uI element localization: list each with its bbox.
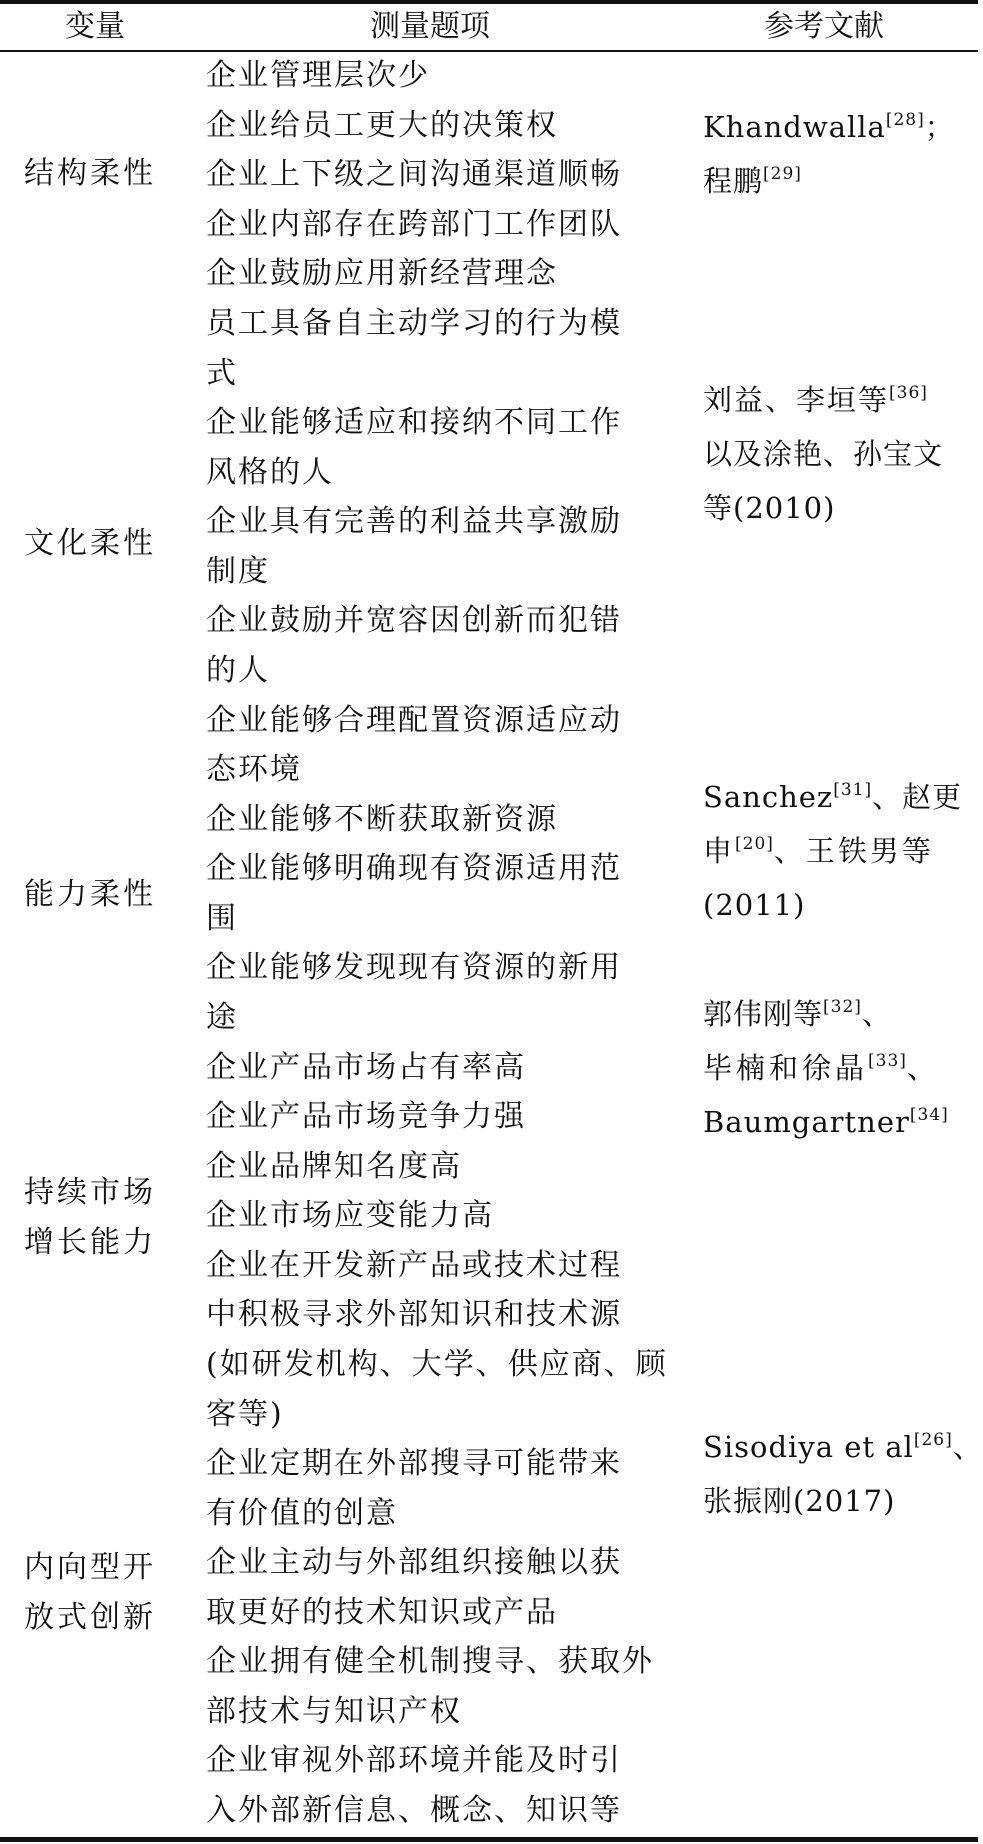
item-line: 部技术与知识产权 <box>206 1694 462 1729</box>
item-line: 企业主动与外部组织接触以获 <box>206 1545 622 1580</box>
reference-line: 张振刚(2017) <box>703 1484 896 1518</box>
item-line: 企业在开发新产品或技术过程 <box>206 1248 622 1283</box>
item-line: 企业具有完善的利益共享激励 <box>206 504 622 539</box>
item-line: 态环境 <box>206 752 302 787</box>
reference-sustained-market-growth <box>703 987 973 1149</box>
variable-capability-flexibility: 能力柔性 <box>24 877 156 912</box>
item-line: 企业市场应变能力高 <box>206 1198 494 1233</box>
reference-line: 刘益、李垣等[36] <box>703 383 928 417</box>
variable-cultural-flexibility: 文化柔性 <box>24 526 156 561</box>
item-line: 企业鼓励并宽容因创新而犯错 <box>206 603 622 638</box>
header-measurement-item: 测量题项 <box>370 9 490 44</box>
item-line: (如研发机构、大学、供应商、顾 <box>206 1347 668 1382</box>
reference-line: Sisodiya et al[26]、 <box>703 1430 983 1464</box>
item-line: 风格的人 <box>206 455 334 490</box>
reference-line: 程鹏[29] <box>703 164 802 198</box>
item-line: 围 <box>206 901 238 936</box>
item-line: 式 <box>206 356 238 391</box>
reference-line: 申[20]、王铁男等 <box>703 834 934 868</box>
item-line: 企业给员工更大的决策权 <box>206 108 558 143</box>
item-line: 取更好的技术知识或产品 <box>206 1595 558 1630</box>
item-line: 企业产品市场竞争力强 <box>206 1099 526 1134</box>
item-line: 入外部新信息、概念、知识等 <box>206 1793 622 1828</box>
item-line: 企业鼓励应用新经营理念 <box>206 256 558 291</box>
item-line: 制度 <box>206 554 270 589</box>
item-line: 企业管理层次少 <box>206 58 430 93</box>
item-line: 员工具备自主动学习的行为模 <box>206 306 622 341</box>
item-line: 客等) <box>206 1397 284 1432</box>
reference-line: Baumgartner[34] <box>703 1105 949 1139</box>
item-line: 中积极寻求外部知识和技术源 <box>206 1297 622 1332</box>
item-line: 企业能够发现现有资源的新用 <box>206 950 622 985</box>
reference-capability-flexibility <box>703 770 973 932</box>
item-line: 企业定期在外部搜寻可能带来 <box>206 1446 622 1481</box>
item-line: 企业能够适应和接纳不同工作 <box>206 405 622 440</box>
reference-line: Khandwalla[28]； <box>703 110 955 144</box>
table-bottom-rule <box>0 1837 978 1842</box>
item-line: 企业能够明确现有资源适用范 <box>206 851 622 886</box>
item-line: 企业产品市场占有率高 <box>206 1050 526 1085</box>
header-reference: 参考文献 <box>764 9 884 44</box>
item-line: 的人 <box>206 653 270 688</box>
variable-structural-flexibility: 结构柔性 <box>24 156 156 191</box>
reference-line: 毕楠和徐晶[33]、 <box>703 1051 940 1085</box>
header-variable: 变量 <box>65 9 125 44</box>
variable-inbound-open-innovation: 内向型开放式创新 <box>24 1550 156 1635</box>
reference-cultural-flexibility <box>703 373 973 535</box>
reference-structural-flexibility <box>703 100 973 208</box>
reference-line: Sanchez[31]、赵更 <box>703 780 963 814</box>
reference-line: 等(2010) <box>703 491 836 525</box>
item-line: 企业品牌知名度高 <box>206 1149 462 1184</box>
item-line: 企业上下级之间沟通渠道顺畅 <box>206 157 622 192</box>
item-line: 途 <box>206 1000 238 1035</box>
reference-inbound-open-innovation <box>703 1420 983 1528</box>
item-line: 企业拥有健全机制搜寻、获取外 <box>206 1644 654 1679</box>
variable-sustained-market-growth: 持续市场增长能力 <box>24 1175 156 1260</box>
item-line: 企业能够不断获取新资源 <box>206 802 558 837</box>
reference-line: (2011) <box>703 888 806 922</box>
item-line: 企业内部存在跨部门工作团队 <box>206 207 622 242</box>
reference-line: 郭伟刚等[32]、 <box>703 997 892 1031</box>
reference-line: 以及涂艳、孙宝文 <box>703 437 944 471</box>
item-line: 有价值的创意 <box>206 1496 398 1531</box>
item-line: 企业审视外部环境并能及时引 <box>206 1743 622 1778</box>
item-line: 企业能够合理配置资源适应动 <box>206 703 622 738</box>
